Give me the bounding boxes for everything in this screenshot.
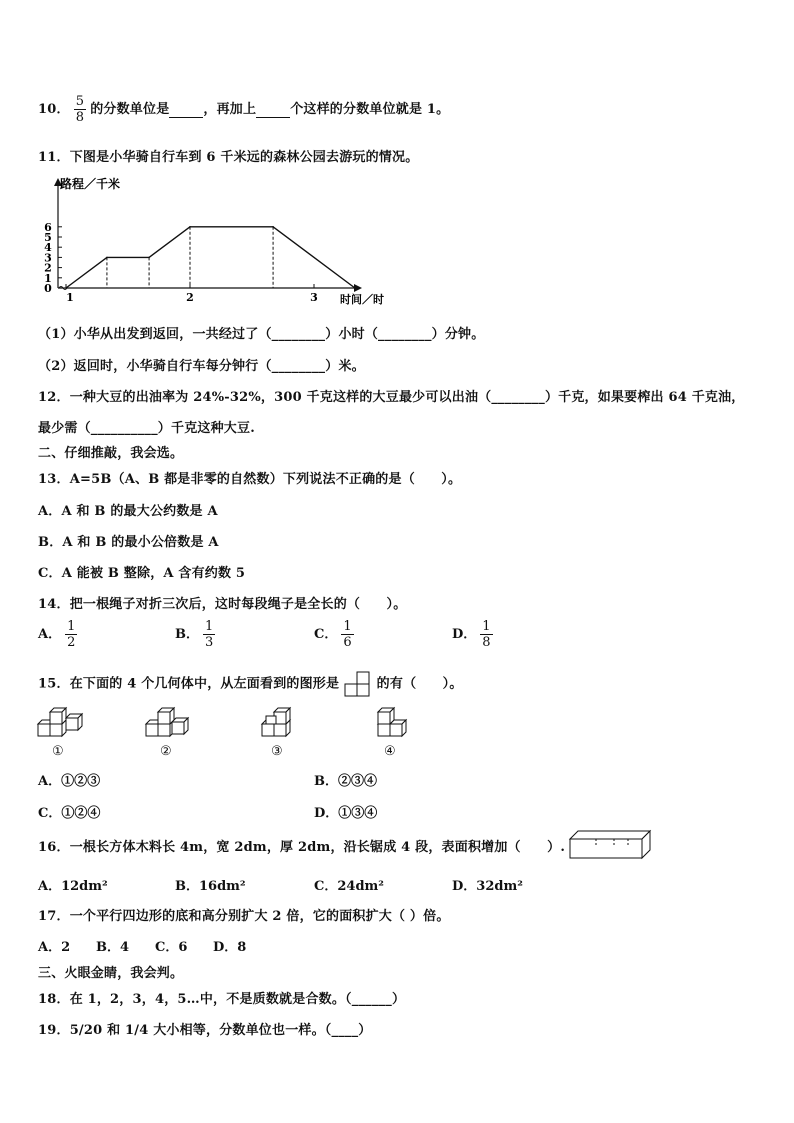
option-d[interactable]: D．8 [213, 940, 247, 955]
option-a[interactable]: A．①②③ [38, 774, 101, 789]
question-text: 的分数单位是 [90, 102, 170, 117]
question-17: 17．一个平行四边形的底和高分别扩大 2 倍，它的面积扩大（ ）倍。 [38, 909, 450, 924]
figure-label-1: ① [52, 744, 64, 759]
question-text: 个这样的分数单位就是 1。 [290, 102, 450, 117]
question-text: 16．一根长方体木料长 4m，宽 2dm，厚 2dm，沿长锯成 4 段，表面积增加（ ）. [38, 840, 566, 855]
fraction-denominator: 8 [482, 635, 491, 650]
y-tick-label: 0 [44, 282, 52, 295]
data-point [148, 257, 150, 259]
question-10 [38, 94, 449, 125]
fraction-denominator: 2 [67, 635, 76, 650]
x-tick-label: 2 [186, 291, 194, 304]
question-11-part-1: （1）小华从出发到返回，一共经过了（________）小时（________）分钟。 [38, 327, 485, 342]
option-a[interactable] [38, 619, 81, 650]
series-line [66, 227, 355, 288]
solid-figure-2-icon [142, 702, 192, 740]
option-label: A． [38, 627, 62, 642]
data-point [106, 257, 108, 259]
x-tick-label: 3 [310, 291, 318, 304]
solid-figure-3-icon [258, 702, 302, 740]
y-tick-label: 5 [44, 231, 52, 244]
option-label: D． [452, 627, 477, 642]
option-c[interactable]: C．A 能被 B 整除，A 含有约数 5 [38, 566, 246, 581]
solid-figure-4-icon [374, 702, 418, 740]
data-point [189, 226, 191, 228]
option-d[interactable]: D．32dm² [452, 879, 523, 894]
option-b[interactable]: B．4 [96, 940, 130, 955]
fraction [65, 619, 77, 650]
question-13: 13．A=5B（A、B 都是非零的自然数）下列说法不正确的是（ ）。 [38, 472, 462, 487]
option-b[interactable]: B．②③④ [314, 774, 377, 789]
figure-label-3: ③ [271, 744, 283, 759]
figure-label-4: ④ [384, 744, 396, 759]
question-12-line-2: 最少需（__________）千克这种大豆. [38, 421, 255, 436]
option-a[interactable]: A．2 [38, 940, 71, 955]
option-label: C． [314, 627, 338, 642]
distance-time-chart [38, 172, 384, 308]
data-point [65, 287, 67, 289]
option-b[interactable]: B．16dm² [175, 879, 246, 894]
section-3-heading: 三、火眼金睛，我会判。 [38, 966, 184, 981]
data-point [272, 226, 274, 228]
question-15 [38, 671, 463, 697]
y-tick-label: 2 [44, 261, 52, 275]
option-c[interactable] [314, 619, 358, 650]
question-12-line-1: 12．一种大豆的出油率为 24%-32%，300 千克这样的大豆最少可以出油（________）千克，如果要榨出 64 千克油， [38, 390, 745, 405]
y-axis-label: 路程／千米 [60, 177, 121, 191]
fraction [74, 94, 86, 125]
y-tick-label: 3 [44, 251, 52, 265]
fraction-denominator: 8 [75, 110, 85, 125]
question-text: 15．在下面的 4 个几何体中，从左面看到的图形是 [38, 676, 340, 692]
question-11: 11．下图是小华骑自行车到 6 千米远的森林公园去游玩的情况。 [38, 150, 419, 165]
question-text: ，再加上 [203, 102, 257, 117]
question-text: 的有（ ）。 [376, 676, 463, 692]
fraction-numerator: 1 [482, 619, 491, 634]
fraction-numerator: 5 [75, 94, 85, 109]
option-b[interactable]: B．A 和 B 的最小公倍数是 A [38, 535, 219, 550]
fraction-numerator: 1 [343, 619, 352, 634]
cuboid-log-icon [566, 829, 654, 861]
answer-blank[interactable] [256, 102, 290, 118]
option-c[interactable]: C．24dm² [314, 879, 384, 894]
question-14: 14．把一根绳子对折三次后，这时每段绳子是全长的（ ）。 [38, 597, 407, 612]
answer-blank[interactable] [169, 102, 203, 118]
fraction [203, 619, 215, 650]
option-a[interactable]: A．12dm² [38, 879, 108, 894]
data-point [354, 287, 356, 289]
question-number: 10． [38, 102, 70, 117]
fraction-numerator: 1 [67, 619, 76, 634]
x-tick-label: 1 [66, 291, 74, 304]
figure-label-2: ② [160, 744, 172, 759]
y-tick-label: 6 [44, 220, 52, 234]
fraction [341, 619, 353, 650]
question-18: 18．在 1，2，3，4，5…中，不是质数就是合数。（______） [38, 992, 406, 1007]
y-tick-label: 1 [44, 271, 52, 285]
fraction-denominator: 3 [205, 635, 214, 650]
question-19: 19．5/20 和 1/4 大小相等，分数单位也一样。（____） [38, 1023, 372, 1038]
option-c[interactable]: C．①②④ [38, 806, 101, 821]
solid-figure-1-icon [36, 704, 86, 740]
question-11-part-2: （2）返回时，小华骑自行车每分钟行（________）米。 [38, 359, 365, 374]
question-16 [38, 836, 565, 855]
option-b[interactable] [175, 619, 219, 650]
fraction-numerator: 1 [205, 619, 214, 634]
left-view-shape-icon [344, 671, 372, 697]
fraction-denominator: 6 [343, 635, 352, 650]
option-d[interactable] [452, 619, 497, 650]
x-axis-label: 时间／时 [340, 293, 384, 306]
fraction [480, 619, 492, 650]
section-2-heading: 二、仔细推敲，我会选。 [38, 446, 184, 461]
y-tick-label: 4 [44, 241, 52, 255]
option-c[interactable]: C．6 [155, 940, 188, 955]
option-d[interactable]: D．①③④ [314, 806, 378, 821]
option-a[interactable]: A．A 和 B 的最大公约数是 A [38, 504, 218, 519]
option-label: B． [175, 627, 199, 642]
